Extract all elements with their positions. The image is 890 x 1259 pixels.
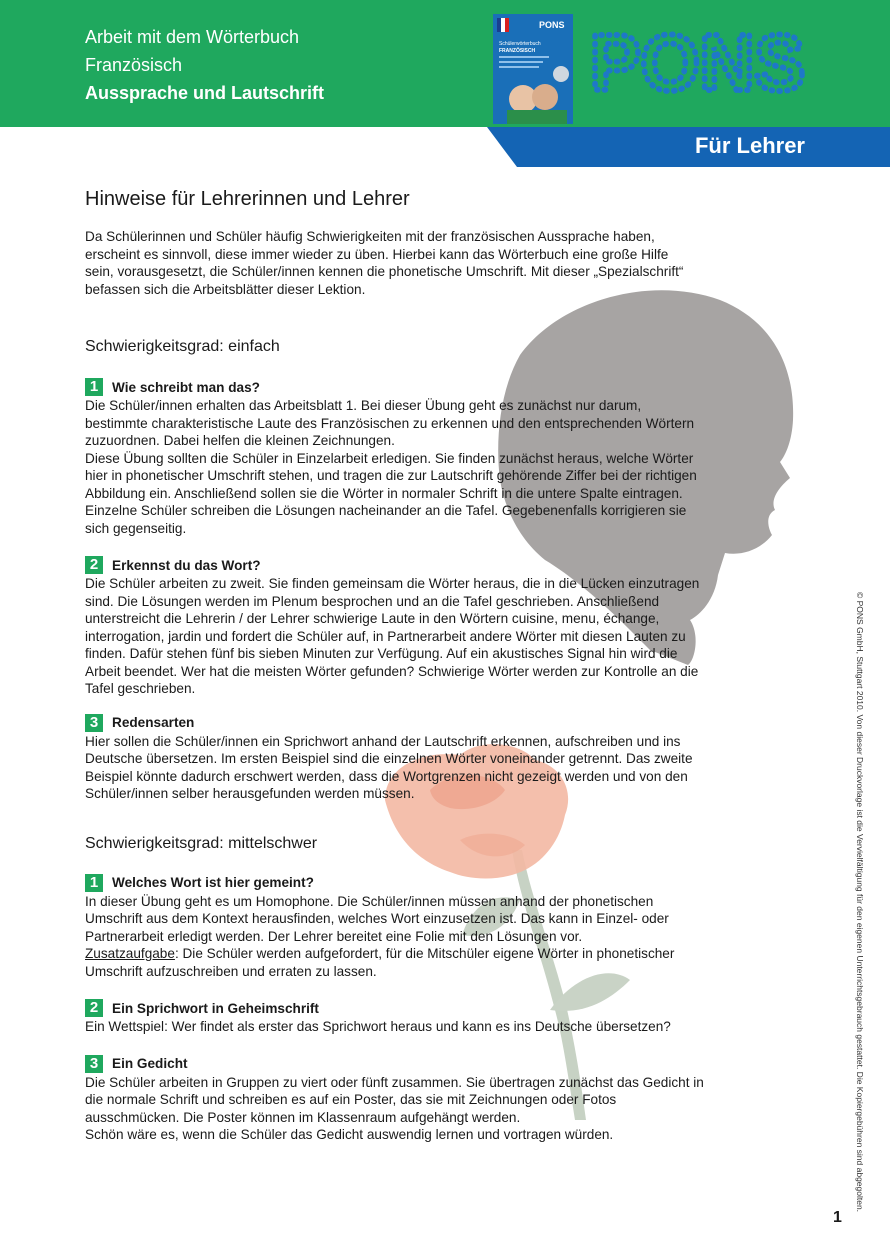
task-number-badge: 1 (85, 378, 103, 396)
task-heading (85, 377, 705, 397)
task-heading (85, 713, 705, 733)
extra-label: Zusatzaufgabe (85, 946, 175, 961)
brand-text: PONS (590, 28, 805, 96)
task-title: Ein Gedicht (112, 1056, 188, 1071)
task-heading (85, 873, 705, 893)
task-number-badge: 2 (85, 556, 103, 574)
task-number-badge: 1 (85, 874, 103, 892)
book-brand: PONS (539, 20, 565, 30)
task-text: Die Schüler arbeiten zu zweit. Sie finden gemeinsam die Wörter heraus, die in die Lücken einzutragen sind. Die Lösungen werden im Plenum besprochen und an die Tafel geschrieben. Anschließend unterstreicht die Lehrerin / der Lehrer schwierige Laute in den Wörtern cuisine, menu, échange, interrogation, jardin und fordert die Schüler auf, in Partnerarbeit andere Wörter mit diesen Lauten zu finden. Dafür stehen fünf bis sieben Minuten zur Verfügung. Auf ein akustisches Signal hin wird die Arbeit beendet. Wer hat die meisten Wörter gefunden? Schwierige Wörter werden zur Kontrolle an die Tafel geschrieben. (85, 576, 700, 696)
task-text: Ein Wettspiel: Wer findet als erster das Sprichwort heraus und kann es ins Deutsche übersetzen? (85, 1019, 671, 1034)
task-title: Redensarten (112, 715, 195, 730)
task-text: Hier sollen die Schüler/innen ein Sprichwort anhand der Lautschrift erkennen, aufschreiben und ins Deutsche übersetzen. Im ersten Beispiel sind die einzelnen Wörter voneinander getrennt. Das zweite Beispiel könnte dadurch erschwert werden, dass die Wortgrenzen nicht gezeigt werden und von den Schüler/innen selber herausgefunden werden müssen. (85, 733, 693, 801)
page-title: Hinweise für Lehrerinnen und Lehrer (85, 188, 410, 210)
task-title: Wie schreibt man das? (112, 379, 260, 395)
task-title: Erkennst du das Wort? (112, 557, 261, 573)
intro-paragraph: Da Schülerinnen und Schüler häufig Schwierigkeiten mit der französischen Aussprache haben, erscheint es sinnvoll, diese immer wieder zu üben. Hierbei kann das Wörterbuch eine große Hilfe sein, vorausgesetzt, die Schüler/innen kennen die phonetische Umschrift. Mit dieser „Spezialschrift“ befassen sich die Arbeitsblätter dieser Lektion. (85, 229, 684, 297)
level-heading-medium: Schwierigkeitsgrad: mittelschwer (85, 834, 318, 852)
header-topic: Aussprache und Lautschrift (85, 83, 325, 103)
task-title: Welches Wort ist hier gemeint? (112, 875, 314, 890)
page-number: 1 (833, 1209, 842, 1226)
task-number-badge: 2 (85, 999, 103, 1017)
copyright-notice: © PONS GmbH, Stuttgart 2010. Von dieser Druckvorlage ist die Vervielfältigung für den eigenen Unterrichtsgebrauch gestattet. Die Kopiergebühren sind abgegolten. (855, 592, 865, 1213)
header-subject: Arbeit mit dem Wörterbuch (85, 27, 300, 47)
task-text: Die Schüler/innen erhalten das Arbeitsblatt 1. Bei dieser Übung geht es zunächst nur darum, bestimmte charakteristische Laute des Französischen zu erkennen und den entsprechenden Wörtern zuzuordnen. Dabei helfen die kleinen Zeichnungen. (85, 398, 695, 448)
task-text: Schön wäre es, wenn die Schüler das Gedicht auswendig lernen und vortragen würden. (85, 1127, 614, 1142)
book-title-line2: FRANZÖSISCH (499, 48, 536, 54)
level-heading-easy: Schwierigkeitsgrad: einfach (85, 338, 280, 355)
pons-logo (590, 28, 810, 96)
task-heading (85, 555, 705, 575)
book-cover-image (493, 14, 573, 124)
task-heading (85, 998, 705, 1018)
task-title: Ein Sprichwort in Geheimschrift (112, 1000, 319, 1016)
header-language: Französisch (85, 55, 183, 75)
task-text: Diese Übung sollten die Schüler in Einzelarbeit erledigen. Sie finden zunächst heraus, welche Wörter hier in phonetischer Umschrift stehen, und tragen die zur Lautschrift gehörende Ziffer bei der richtigen Abbildung ein. Anschließend sollen sie die Wörter in normaler Schrift in die untere Spalte eintragen. Einzelne Schüler schreiben die Lösungen nacheinander an die Tafel. Gegebenenfalls korrigieren sie sich gegenseitig. (85, 450, 697, 536)
task-heading (85, 1054, 705, 1074)
task-text: Die Schüler arbeiten in Gruppen zu viert oder fünft zusammen. Sie übertragen zunächst das Gedicht in die normale Schrift und schreiben es auf ein Poster, das sie mit Zeichnungen oder Fotos ausschmücken. Die Poster können im Klassenraum aufgehängt werden. (85, 1074, 704, 1125)
task-number-badge: 3 (85, 1055, 103, 1073)
task-text: In dieser Übung geht es um Homophone. Die Schüler/innen müssen anhand der phonetischen Umschrift aus dem Kontext herausfinden, welches Wort einzusetzen ist. Das kann in Einzel- oder Partnerarbeit erledigt werden. Der Lehrer bereitet eine Folie mit den Lösungen vor. (85, 893, 669, 944)
main-content (85, 188, 705, 1144)
ribbon-label: Für Lehrer (694, 133, 805, 158)
book-title-line1: Schülerwörterbuch (499, 41, 541, 47)
task-extra (85, 945, 705, 980)
task-number-badge: 3 (85, 714, 103, 732)
extra-text: : Die Schüler werden aufgefordert, für die Mitschüler eigene Wörter in phonetischer Umschrift aufzuschreiben und erraten zu lassen. (85, 946, 675, 979)
